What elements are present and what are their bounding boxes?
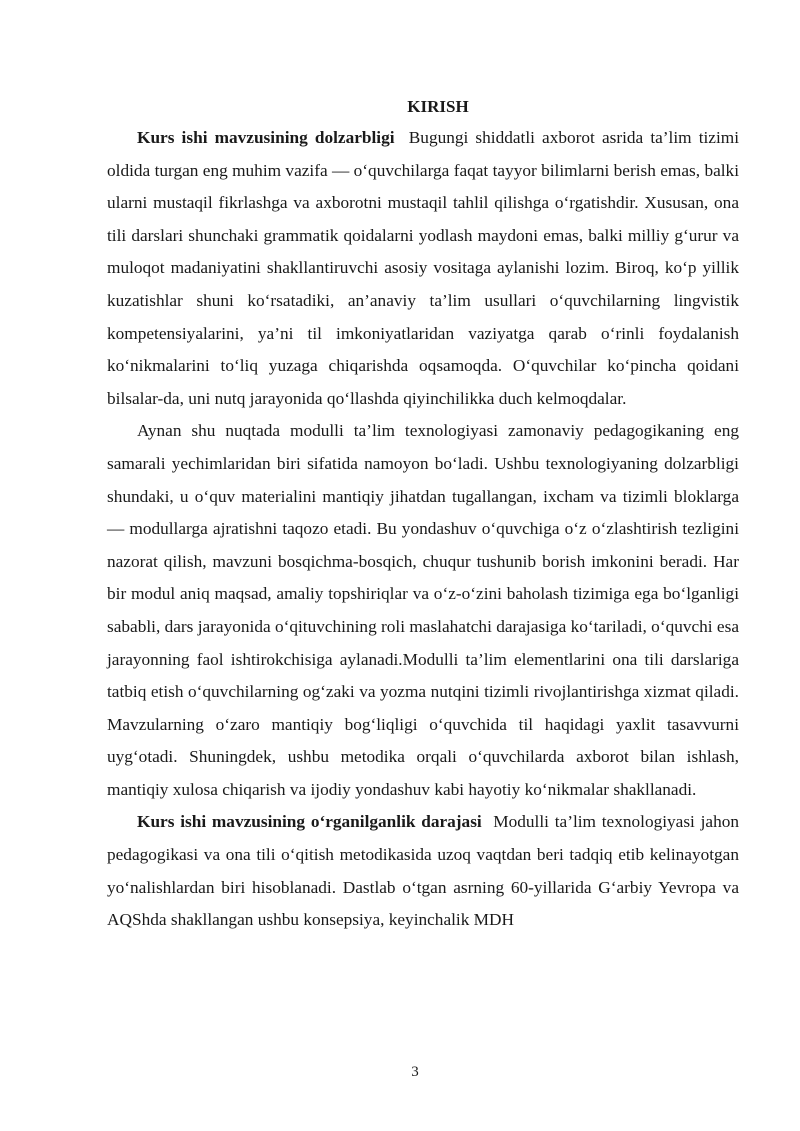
- paragraph-text-research-level: Modulli ta’lim texnologiyasi jahon pedagogikasi va ona tili o‘qitish metodikasida uzoq vaqtdan beri tadqiq etib kelinayotgan yo‘nalishlardan biri hisoblanadi. Dastlab o‘tgan asrning 60-yillarida G‘arbiy Yevropa va AQShda shakllangan ushbu konsepsiya, keyinchalik MDH: [107, 812, 740, 930]
- paragraph-relevance: [107, 122, 739, 415]
- paragraph-lead-relevance: Kurs ishi mavzusining dolzarbligi: [137, 128, 395, 147]
- document-page: [107, 92, 739, 937]
- paragraph-research-level: [107, 806, 739, 936]
- section-title: KIRISH: [407, 97, 469, 116]
- paragraph-text-modular-learning: Aynan shu nuqtada modulli ta’lim texnologiyasi zamonaviy pedagogikaning eng samarali yechimlaridan biri sifatida namoyon bo‘ladi. Ushbu texnologiyaning dolzarbligi shundaki, u o‘quv materialini mantiqiy jihatdan tugallangan, ixcham va tizimli bloklarga — modullarga ajratishni taqozo etadi. Bu yondashuv o‘quvchiga o‘z o‘zlashtirish tezligini nazorat qilish, mavzuni bosqichma-bosqich, chuqur tushunib borish imkonini beradi. Har bir modul aniq maqsad, amaliy topshiriqlar va o‘z-o‘zini baholash tizimiga ega bo‘lganligi sababli, dars jarayonida o‘qituvchining roli maslahatchi darajasiga ko‘tariladi, o‘quvchi esa jarayonning faol ishtirokchisiga aylanadi.Modulli ta’lim elementlarini ona tili darslariga tatbiq etish o‘quvchilarning og‘zaki va yozma nutqini tizimli rivojlantirishga xizmat qiladi. Mavzularning o‘zaro mantiqiy bog‘liqligi o‘quvchida til haqidagi yaxlit tasavvurni uyg‘otadi. Shuningdek, ushbu metodika orqali o‘quvchilarda axborot bilan ishlash, mantiqiy xulosa chiqarish va ijodiy yondashuv kabi hayotiy ko‘nikmalar shakllanadi.: [107, 421, 739, 799]
- page-number: 3: [411, 1064, 419, 1080]
- paragraph-text-relevance: Bugungi shiddatli axborot asrida ta’lim tizimi oldida turgan eng muhim vazifa — o‘quvchilarga faqat tayyor bilimlarni berish emas, balki ularni mustaqil fikrlashga va axborotni mustaqil tahlil qilishga o‘rgatishdir. Xususan, ona tili darslari shunchaki grammatik qoidalarni yodlash maydoni emas, balki milliy g‘urur va muloqot madaniyatini shakllantiruvchi asosiy vositaga aylanishi lozim. Biroq, ko‘p yillik kuzatishlar shuni ko‘rsatadiki, an’anaviy ta’lim usullari o‘quvchilarning lingvistik kompetensiyalarini, ya’ni til imkoniyatlaridan vaziyatga qarab o‘rinli foydalanish ko‘nikmalarini to‘liq yuzaga chiqarishda oqsamoqda. O‘quvchilar ko‘pincha qoidani bilsalar-da, uni nutq jarayonida qo‘llashda qiyinchilikka duch kelmoqdalar.: [107, 128, 740, 408]
- paragraph-modular-learning: [107, 415, 739, 806]
- paragraph-lead-research-level: Kurs ishi mavzusining o‘rganilganlik darajasi: [137, 812, 482, 832]
